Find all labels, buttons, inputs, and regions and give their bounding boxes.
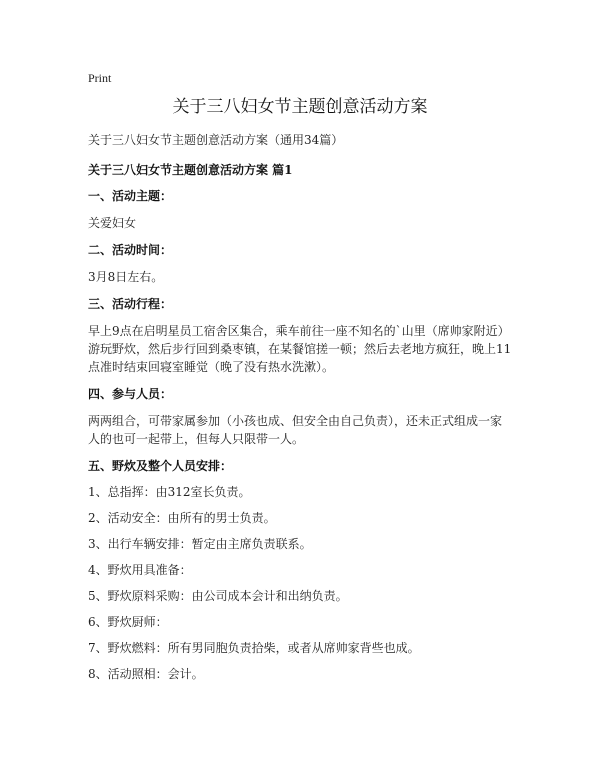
heading-arrangements: 五、野炊及整个人员安排：: [88, 459, 233, 473]
text-participants: 两两组合，可带家属参加（小孩也成、但安全由自己负责），还未正式组成一家人的也可一起带上，但每人只限带一人。: [88, 414, 503, 446]
heading-time: 二、活动时间：: [88, 243, 173, 257]
arrangement-item: 1、总指挥：由312室长负责。: [88, 485, 251, 499]
arrangement-item: 2、活动安全：由所有的男士负责。: [88, 511, 276, 525]
document-subtitle: 关于三八妇女节主题创意活动方案（通用34篇）: [88, 133, 344, 147]
arrangement-item: 5、野炊原料采购：由公司成本会计和出纳负责。: [88, 589, 348, 603]
arrangement-item: 8、活动照相：会计。: [88, 667, 204, 681]
document-title: 关于三八妇女节主题创意活动方案: [172, 97, 428, 117]
arrangement-item: 6、野炊厨师：: [88, 615, 168, 629]
arrangement-item: 7、野炊燃料：所有男同胞负责拾柴，或者从席帅家背些也成。: [88, 641, 420, 655]
heading-itinerary: 三、活动行程：: [88, 297, 173, 311]
text-itinerary: 早上9点在启明星员工宿舍区集合，乘车前往一座不知名的`山里（席帅家附近）游玩野炊，然后步行回到桑枣镇，在某餐馆搓一顿；然后去老地方疯狂，晚上11点准时结束回寝室睡觉（晚了没有热水洗漱）。: [88, 324, 512, 374]
arrangement-item: 4、野炊用具准备：: [88, 563, 192, 577]
print-link[interactable]: Print: [88, 71, 112, 85]
section-title: 关于三八妇女节主题创意活动方案 篇1: [88, 163, 293, 177]
heading-participants: 四、参与人员：: [88, 387, 173, 401]
text-time: 3月8日左右。: [88, 270, 164, 284]
text-theme: 关爱妇女: [88, 216, 137, 230]
heading-theme: 一、活动主题：: [88, 189, 173, 203]
arrangement-item: 3、出行车辆安排：暂定由主席负责联系。: [88, 537, 312, 551]
